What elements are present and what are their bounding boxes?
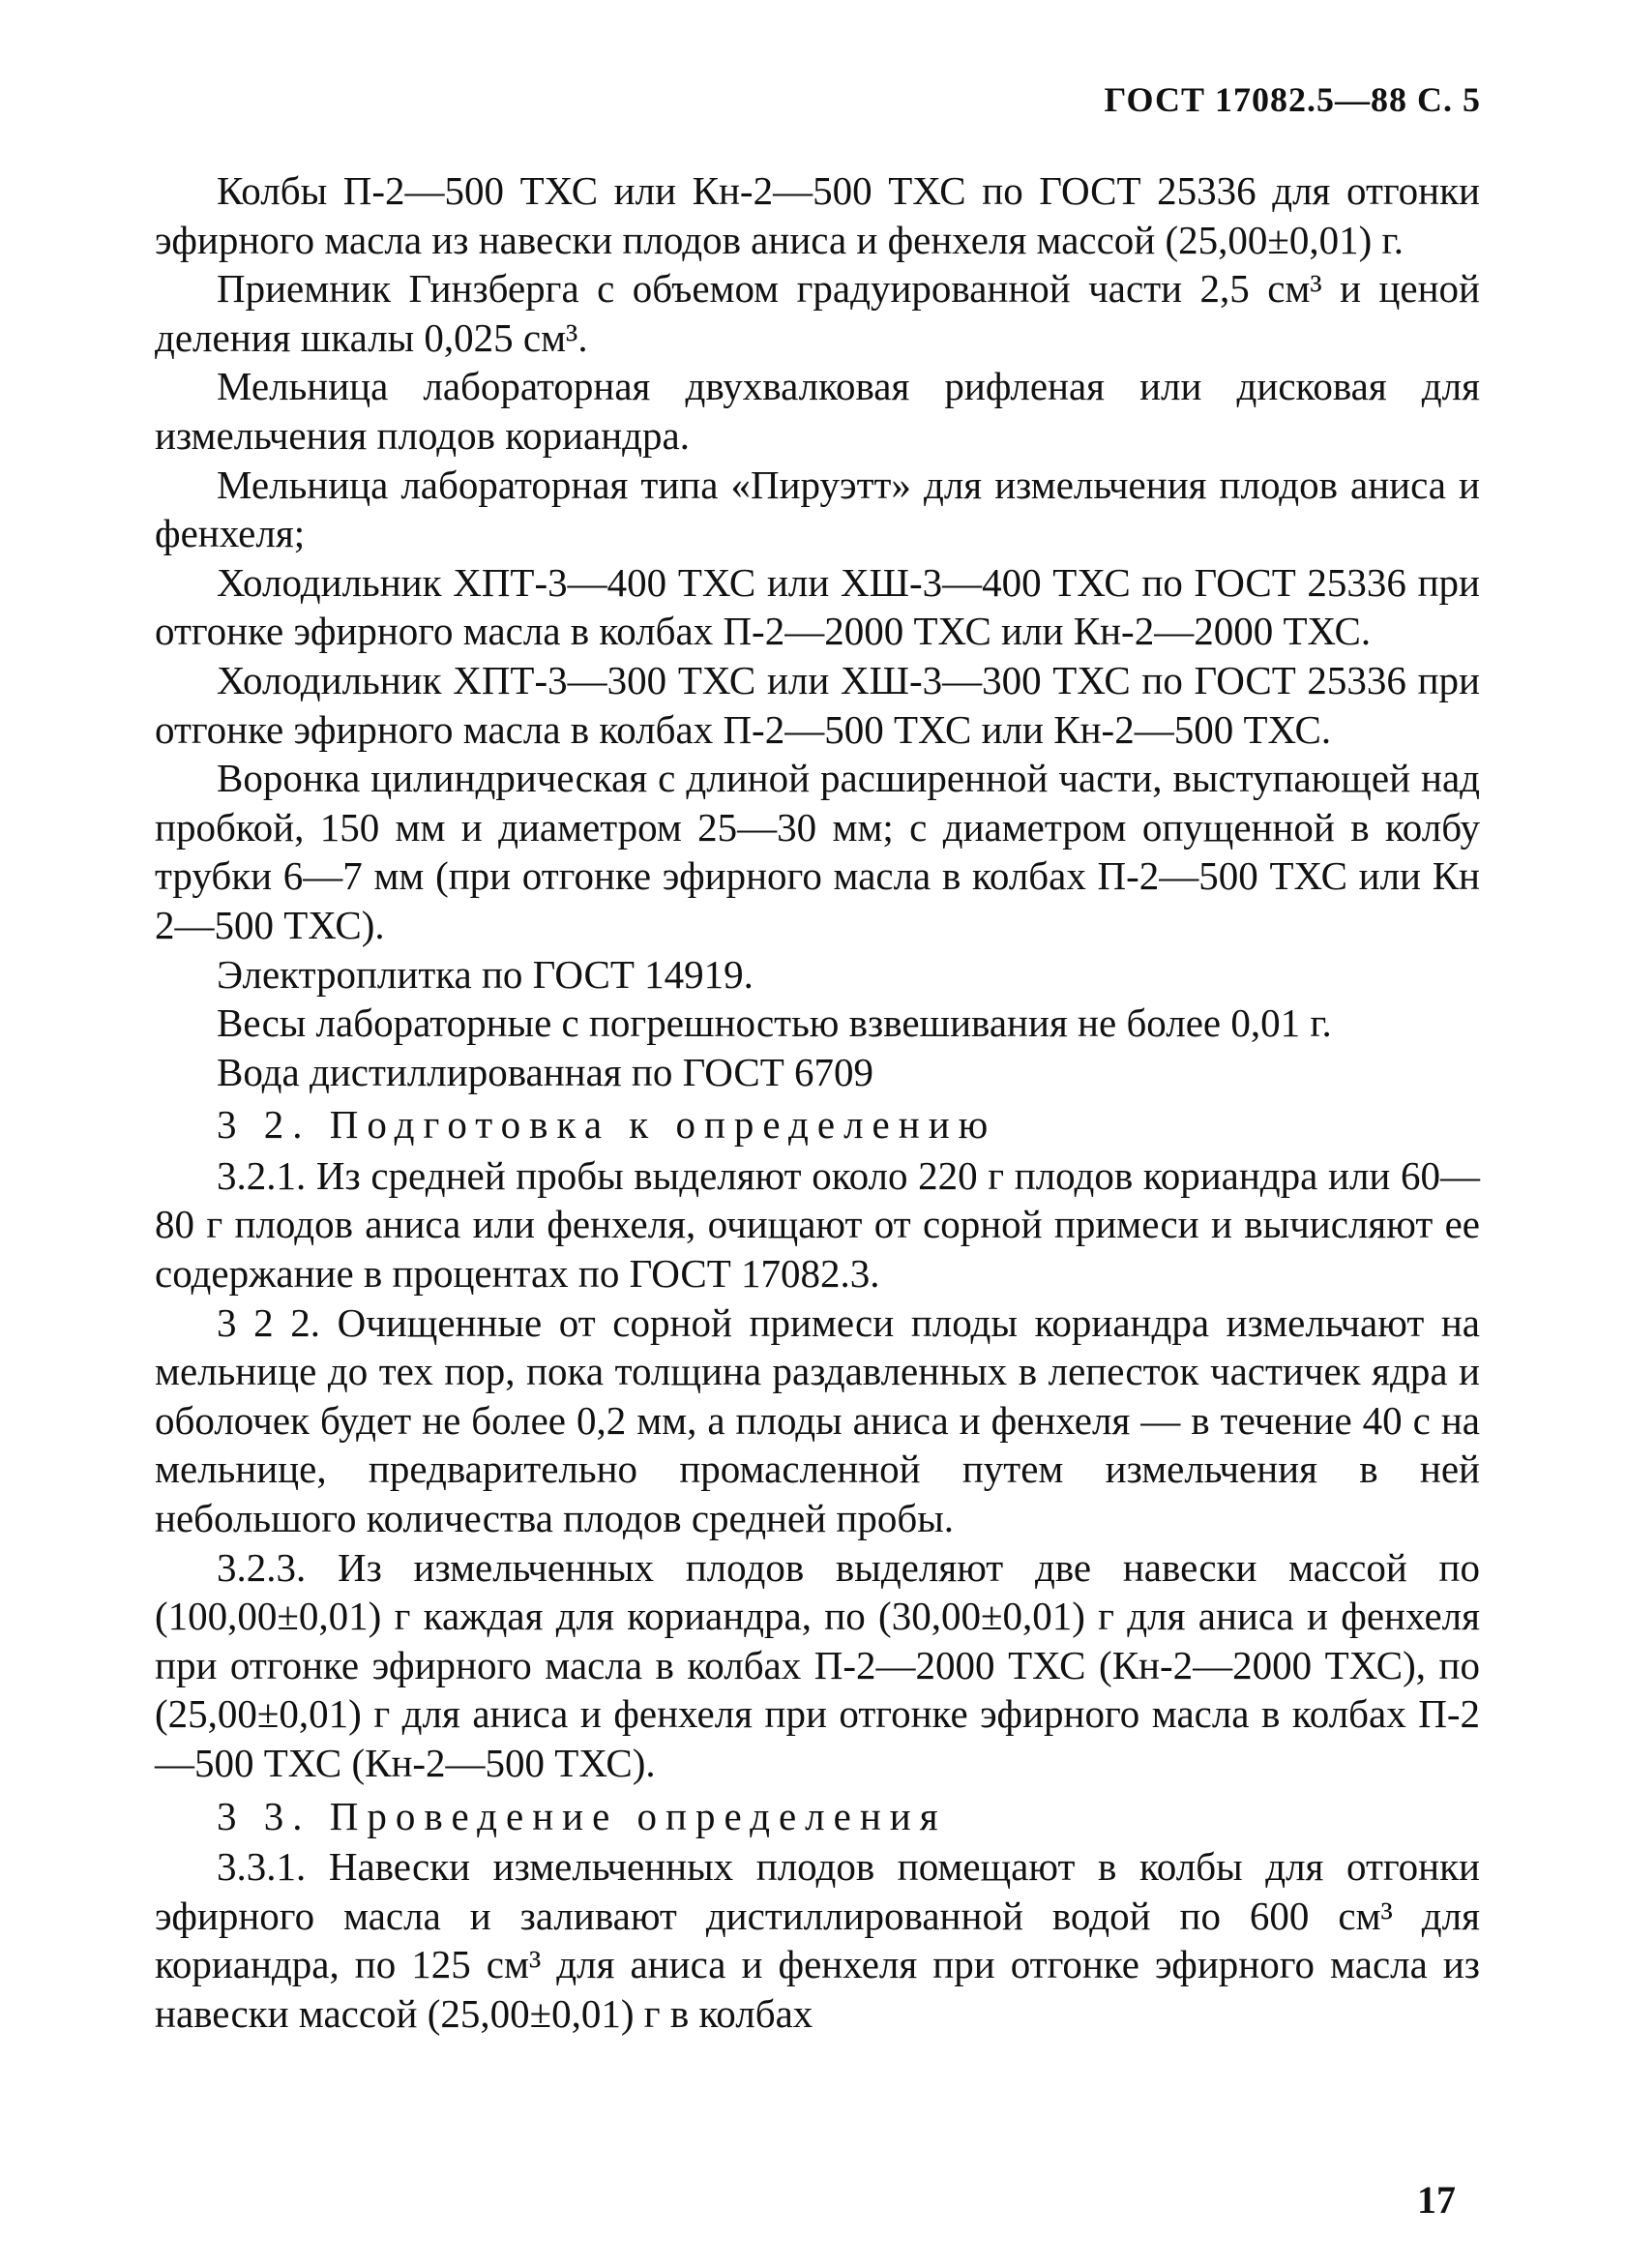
paragraph-3-2-3: 3.2.3. Из измельченных плодов выделяют две навески массой по (100,00±0,01) г каждая для кориандра, по (30,00±0,01) г для аниса и фенхеля при отгонке эфирного масла в колбах П-2—2000 ТХС (Кн-2—2000 ТХС), по (25,00±0,01) г для аниса и фенхеля при отгонке эфирного масла в колбах П-2—500 ТХС (Кн-2—500 ТХС). bbox=[155, 1544, 1480, 1785]
paragraph-pirouette-mill: Мельница лабораторная типа «Пируэтт» для измельчения плодов аниса и фенхеля; bbox=[155, 462, 1480, 556]
paragraph-receiver: Приемник Гинзберга с объемом градуированной части 2,5 см³ и ценой деления шкалы 0,025 см³. bbox=[155, 266, 1480, 360]
paragraph-funnel: Воронка цилиндрическая с длиной расширенной части, выступающей над пробкой, 150 мм и диаметром 25—30 мм; с диаметром опущенной в колбу трубки 6—7 мм (при отгонке эфирного масла в колбах П-2—500 ТХС или Кн 2—500 ТХС). bbox=[155, 756, 1480, 947]
paragraph-roller-mill: Мельница лабораторная двухвалковая рифленая или дисковая для измельчения плодов кориандра. bbox=[155, 364, 1480, 458]
paragraph-3-3-1: 3.3.1. Навески измельченных плодов помещают в колбы для отгонки эфирного масла и заливают дистиллированной водой по 600 см³ для кориандра, по 125 см³ для аниса и фенхеля при отгонке эфирного масла из навески массой (25,00±0,01) г в колбах bbox=[155, 1844, 1480, 2036]
page-number: 17 bbox=[1417, 2178, 1456, 2222]
paragraph-condenser-300: Холодильник ХПТ-3—300 ТХС или ХШ-3—300 ТХС по ГОСТ 25336 при отгонке эфирного масла в колбах П-2—500 ТХС или Кн-2—500 ТХС. bbox=[155, 657, 1480, 752]
paragraph-3-2-1: 3.2.1. Из средней пробы выделяют около 220 г плодов кориандра или 60—80 г плодов аниса или фенхеля, очищают от сорной примеси и вычисляют ее содержание в процентах по ГОСТ 17082.3. bbox=[155, 1152, 1480, 1297]
running-header: ГОСТ 17082.5—88 С. 5 bbox=[1104, 80, 1481, 119]
section-heading-preparation: 3 2. Подготовка к определению bbox=[217, 1102, 997, 1148]
paragraph-condenser-400: Холодильник ХПТ-3—400 ТХС или ХШ-3—400 ТХС по ГОСТ 25336 при отгонке эфирного масла в колбах П-2—2000 ТХС или Кн-2—2000 ТХС. bbox=[155, 559, 1480, 654]
body-text bbox=[155, 166, 1480, 2039]
paragraph-water: Вода дистиллированная по ГОСТ 6709 bbox=[217, 1049, 874, 1094]
paragraph-flasks: Колбы П-2—500 ТХС или Кн-2—500 ТХС по ГОСТ 25336 для отгонки эфирного масла из навески плодов аниса и фенхеля массой (25,00±0,01) г. bbox=[155, 168, 1480, 262]
paragraph-hotplate: Электроплитка по ГОСТ 14919. bbox=[217, 951, 754, 997]
paragraph-scales: Весы лабораторные с погрешностью взвешивания не более 0,01 г. bbox=[217, 1000, 1332, 1046]
paragraph-3-2-2: 3 2 2. Очищенные от сорной примеси плоды кориандра измельчают на мельнице до тех пор, пока толщина раздавленных в лепесток частичек ядра и оболочек будет не более 0,2 мм, а плоды аниса и фенхеля — в течение 40 с на мельнице, предварительно промасленной путем измельчения в ней небольшого количества плодов средней пробы. bbox=[155, 1299, 1480, 1541]
section-heading-procedure: 3 3. Проведение определения bbox=[217, 1793, 947, 1838]
